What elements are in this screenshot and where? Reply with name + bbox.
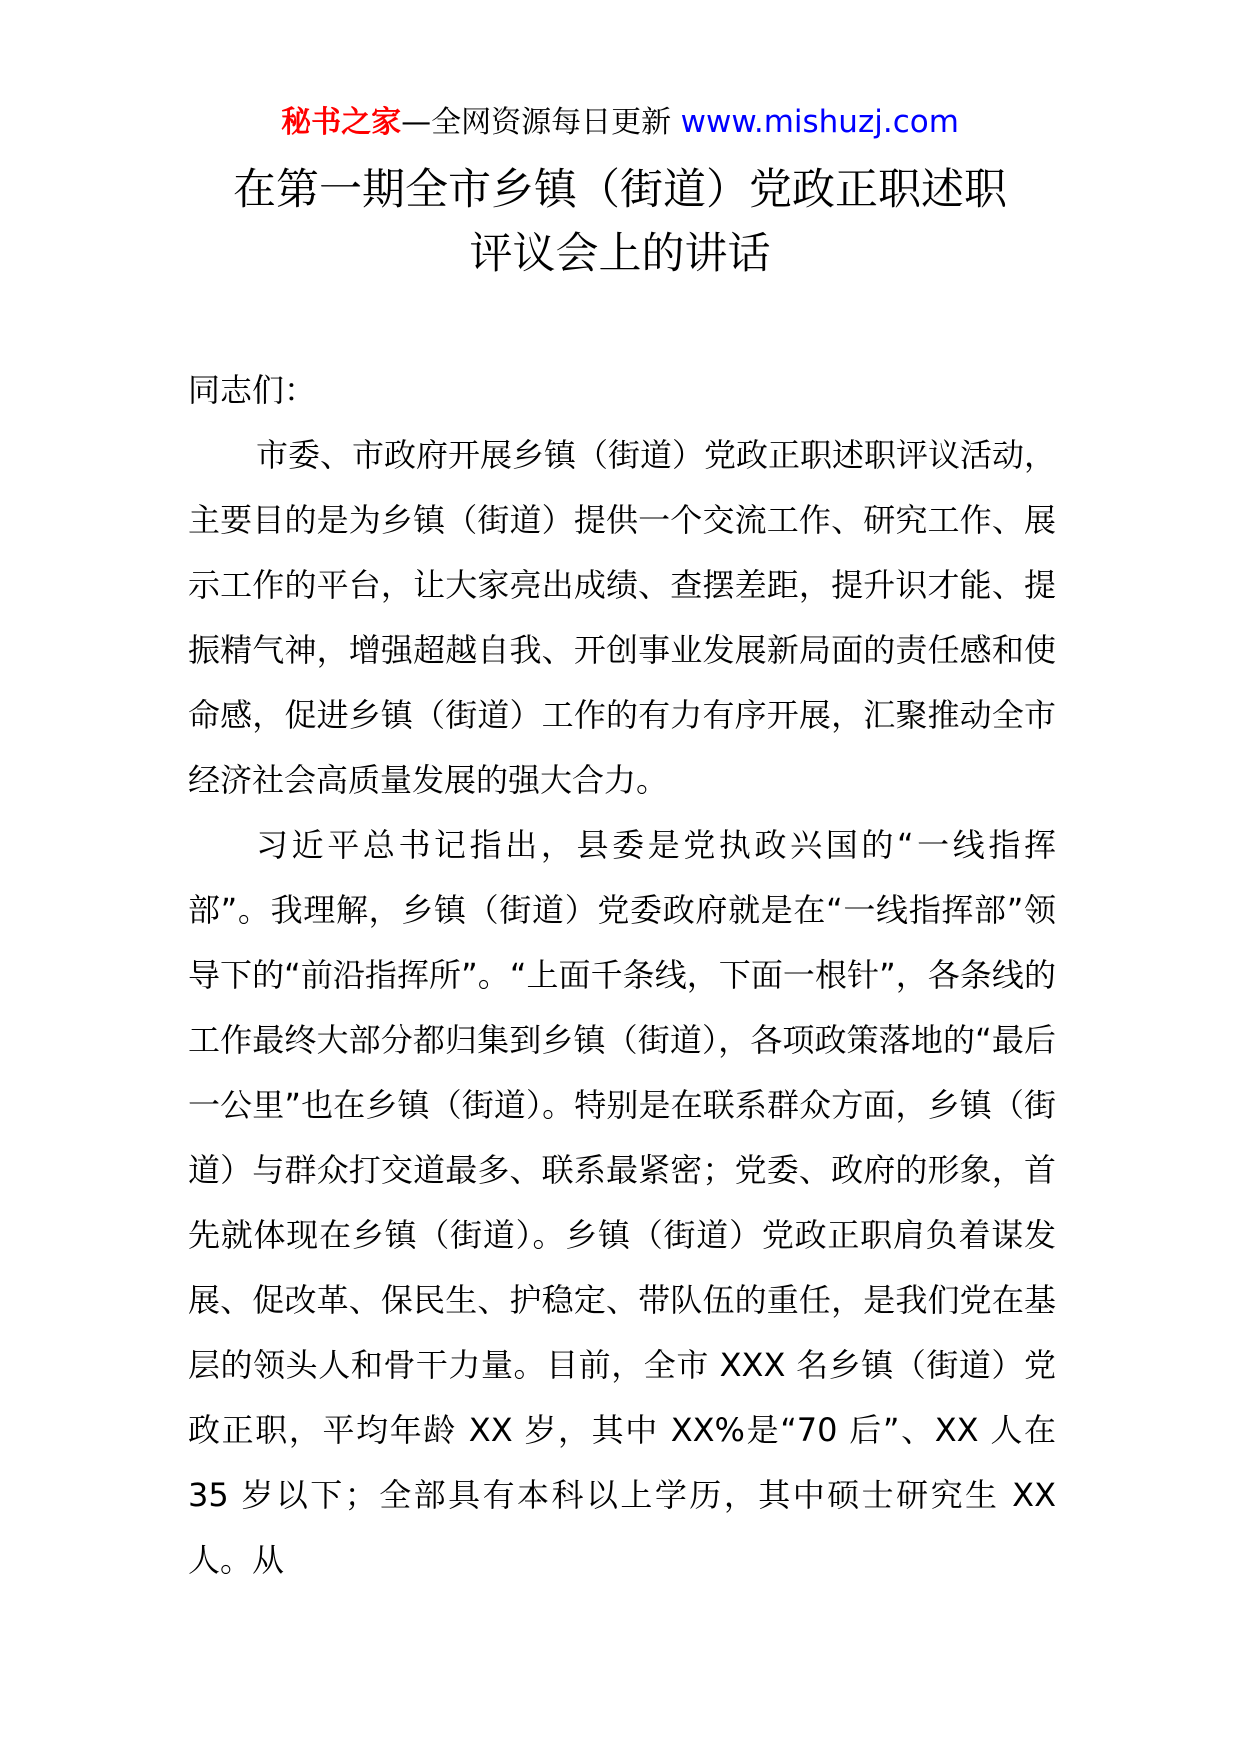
- title-line-2: 评议会上的讲话: [469, 229, 771, 279]
- paragraph-1: 市委、市政府开展乡镇（街道）党政正职述职评议活动，主要目的是为乡镇（街道）提供一个交流工作、研究工作、展示工作的平台，让大家亮出成绩、查摆差距，提升识才能、提振精气神，增强超越自我、开创事业发展新局面的责任感和使命感，促进乡镇（街道）工作的有力有序开展，汇聚推动全市经济社会高质量发展的强大合力。: [188, 436, 1057, 799]
- watermark-header: [0, 100, 1240, 145]
- paragraph-2: 习近平总书记指出，县委是党执政兴国的“一线指挥部”。我理解，乡镇（街道）党委政府就是在“一线指挥部”领导下的“前沿指挥所”。“上面千条线，下面一根针”，各条线的工作最终大部分都归集到乡镇（街道），各项政策落地的“最后一公里”也在乡镇（街道）。特别是在联系群众方面，乡镇（街道）与群众打交道最多、联系最紧密；党委、政府的形象，首先就体现在乡镇（街道）。乡镇（街道）党政正职肩负着谋发展、促改革、保民生、护稳定、带队伍的重任，是我们党在基层的领头人和骨干力量。目前，全市 XXX 名乡镇（街道）党政正职，平均年龄 XX 岁，其中 XX%是“70 后”、XX 人在 35 岁以下；全部具有本科以上学历，其中硕士研究生 XX 人。从: [188, 826, 1056, 1579]
- title-line-1: 在第一期全市乡镇（街道）党政正职述职: [233, 165, 1007, 215]
- site-name: 秘书之家: [281, 105, 402, 140]
- document-body: [188, 358, 1056, 1593]
- document-title: [120, 158, 1120, 286]
- header-slogan: —全网资源每日更新: [401, 105, 672, 140]
- salutation: 同志们：: [188, 371, 317, 409]
- site-url-link[interactable]: www.mishuzj.com: [680, 104, 959, 140]
